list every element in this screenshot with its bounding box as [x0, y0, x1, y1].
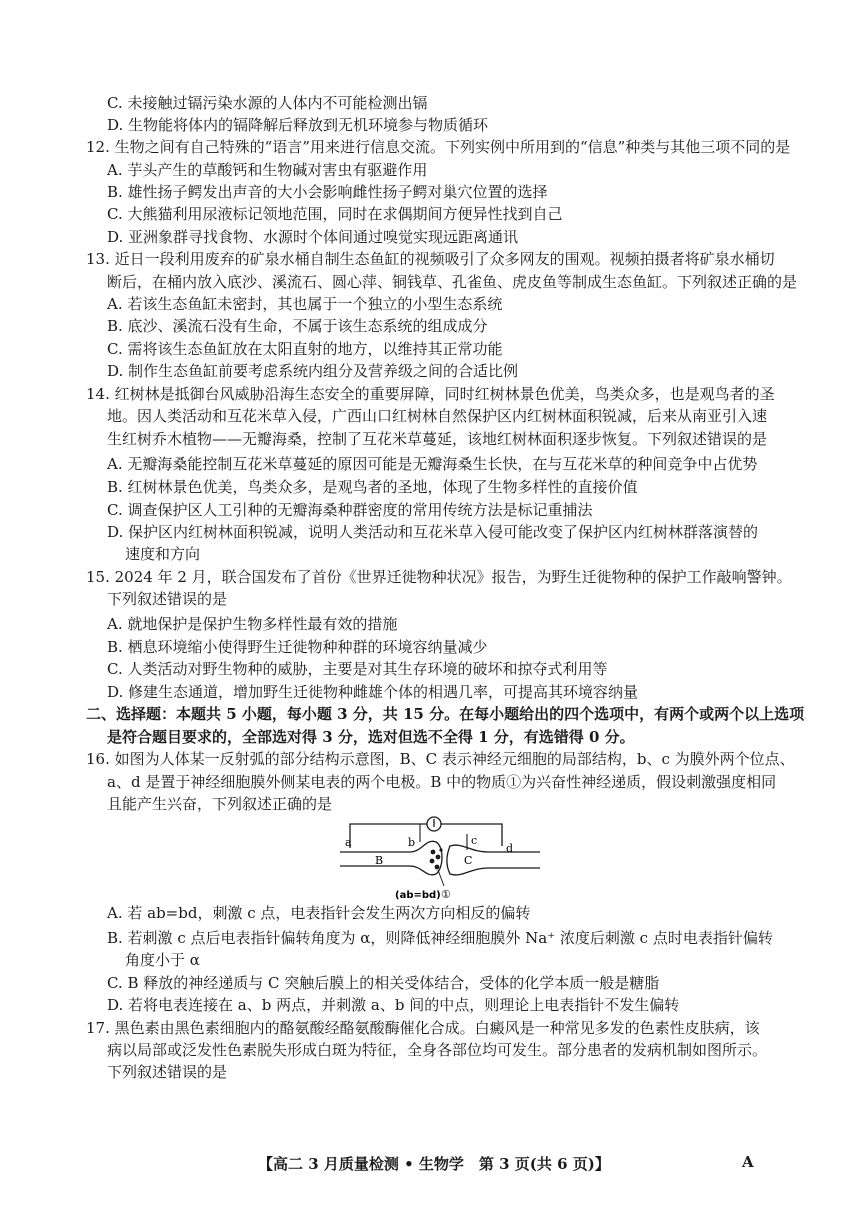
label-b: b: [408, 836, 416, 849]
section-2-heading-line1: 二、选择题：本题共 5 小题，每小题 3 分，共 15 分。在每小题给出的四个选项中，有两个或两个以上选项: [86, 705, 805, 723]
option-d-q12: D. 亚洲象群寻找食物、水源时个体间通过嗅觉实现远距离通讯: [107, 228, 519, 246]
option-d-q16: D. 若将电表连接在 a、b 两点，并刺激 a、b 间的中点，则理论上电表指针不发生偏转: [107, 996, 680, 1014]
option-a-q16: A. 若 ab=bd，刺激 c 点，电表指针会发生两次方向相反的偏转: [107, 904, 531, 922]
label-C: C: [464, 854, 473, 867]
option-a-q12: A. 芋头产生的草酸钙和生物碱对害虫有驱避作用: [107, 161, 428, 179]
option-d-q14-line2: 速度和方向: [125, 545, 201, 563]
question-14-stem-line2: 地。因人类活动和互花米草入侵，广西山口红树林自然保护区内红树林面积锐减，后来从南亚引入速: [107, 407, 768, 425]
option-c-q13: C. 需将该生态鱼缸放在太阳直射的地方，以维持其正常功能: [107, 340, 503, 358]
neuron-C-outline: [447, 845, 540, 875]
option-b-q14: B. 红树林景色优美，鸟类众多，是观鸟者的圣地，体现了生物多样性的直接价值: [107, 478, 638, 496]
question-14-stem-line1: 14. 红树林是抵御台风威胁沿海生态安全的重要屏障，同时红树林景色优美，鸟类众多，也是观鸟者的圣: [86, 385, 775, 403]
option-d-q13: D. 制作生态鱼缸前要考虑系统内组分及营养级之间的合适比例: [107, 362, 519, 380]
option-a-q15: A. 就地保护是保护生物多样性最有效的措施: [107, 615, 398, 633]
option-b-q16-line2: 角度小于 α: [125, 951, 200, 969]
question-17-stem-line2: 病以局部或泛发性色素脱失形成白斑为特征，全身各部位均可发生。部分患者的发病机制如图所示。: [107, 1041, 768, 1059]
question-15-stem-line2: 下列叙述错误的是: [107, 590, 228, 608]
option-b-q16-line1: B. 若刺激 c 点后电表指针偏转角度为 α，则降低神经细胞膜外 Na⁺ 浓度后刺激 c 点时电表指针偏转: [107, 929, 773, 947]
label-d: d: [506, 842, 514, 855]
reflex-arc-diagram: [340, 812, 540, 902]
option-a-q14: A. 无瓣海桑能控制互花米草蔓延的原因可能是无瓣海桑生长快，在与互花米草的种间竞争中占优势: [107, 455, 758, 473]
option-c-q14: C. 调查保护区人工引种的无瓣海桑种群密度的常用传统方法是标记重捕法: [107, 501, 593, 519]
neuron-B-outline: [340, 841, 442, 875]
option-b-q13: B. 底沙、溪流石没有生命，不属于该生态系统的组成成分: [107, 317, 488, 335]
label-c: c: [471, 834, 478, 847]
question-16-stem-line1: 16. 如图为人体某一反射弧的部分结构示意图，B、C 表示神经元细胞的局部结构，b、c 为膜外两个位点、: [86, 750, 795, 768]
option-b-q15: B. 栖息环境缩小使得野生迁徙物种种群的环境容纳量减少: [107, 638, 488, 656]
label-B: B: [375, 854, 384, 867]
question-17-stem-line1: 17. 黑色素由黑色素细胞内的酪氨酸经酪氨酸酶催化合成。白癜风是一种常见多发的色素性皮肤病，该: [86, 1019, 760, 1037]
option-c-q12: C. 大熊猫利用尿液标记领地范围，同时在求偶期间方便异性找到自己: [107, 205, 563, 223]
question-17-stem-line3: 下列叙述错误的是: [107, 1063, 228, 1081]
option-d-q15: D. 修建生态通道，增加野生迁徙物种雌雄个体的相遇几率，可提高其环境容纳量: [107, 683, 639, 701]
question-14-stem-line3: 生红树乔木植物——无瓣海桑，控制了互花米草蔓延，该地红树林面积逐步恢复。下列叙述错误的是: [107, 430, 768, 448]
option-a-q13: A. 若该生态鱼缸未密封，其也属于一个独立的小型生态系统: [107, 295, 503, 313]
label-ab-eq-bd: (ab=bd): [395, 890, 441, 901]
question-13-stem-line1: 13. 近日一段利用废弃的矿泉水桶自制生态鱼缸的视频吸引了众多网友的围观。视频拍摄者将矿泉水桶切: [86, 250, 775, 268]
option-d-q14-line1: D. 保护区内红树林面积锐减，说明人类活动和互花米草入侵可能改变了保护区内红树林群落演替的: [107, 523, 759, 541]
option-c-q15: C. 人类活动对野生物种的威胁，主要是对其生存环境的破坏和掠夺式利用等: [107, 660, 608, 678]
meter-wire-left: [350, 824, 427, 848]
footer-page-info: 【高二 3 月质量检测 • 生物学 第 3 页(共 6 页)】: [258, 1155, 610, 1173]
question-16-stem-line2: a、d 是置于神经细胞膜外侧某电表的两个电极。B 中的物质①为兴奋性神经递质，假设刺激强度相同: [107, 773, 777, 791]
label-a: a: [345, 836, 352, 849]
option-d-q11: D. 生物能将体内的镉降解后释放到无机环境参与物质循环: [107, 116, 489, 134]
section-2-heading-line2: 是符合题目要求的，全部选对得 3 分，选对但选不全得 1 分，有选错得 0 分。: [107, 728, 635, 746]
option-c-q16: C. B 释放的神经递质与 C 突触后膜上的相关受体结合，受体的化学本质一般是糖脂: [107, 974, 660, 992]
question-12-stem: 12. 生物之间有自己特殊的“语言”用来进行信息交流。下列实例中所用到的“信息”种类与其他三项不同的是: [86, 138, 791, 156]
question-15-stem-line1: 15. 2024 年 2 月，联合国发布了首份《世界迁徙物种状况》报告，为野生迁徙物种的保护工作敲响警钟。: [86, 568, 792, 586]
question-16-stem-line3: 且能产生兴奋，下列叙述正确的是: [107, 795, 333, 813]
option-c-q11: C. 未接触过镉污染水源的人体内不可能检测出镉: [107, 94, 428, 112]
label-substance-1: ①: [441, 888, 451, 901]
question-13-stem-line2: 断后，在桶内放入底沙、溪流石、圆心萍、铜钱草、孔雀鱼、虎皮鱼等制成生态鱼缸。下列叙述正确的是: [107, 273, 798, 291]
footer-version: A: [742, 1153, 754, 1171]
option-b-q12: B. 雄性扬子鳄发出声音的大小会影响雌性扬子鳄对巢穴位置的选择: [107, 183, 548, 201]
